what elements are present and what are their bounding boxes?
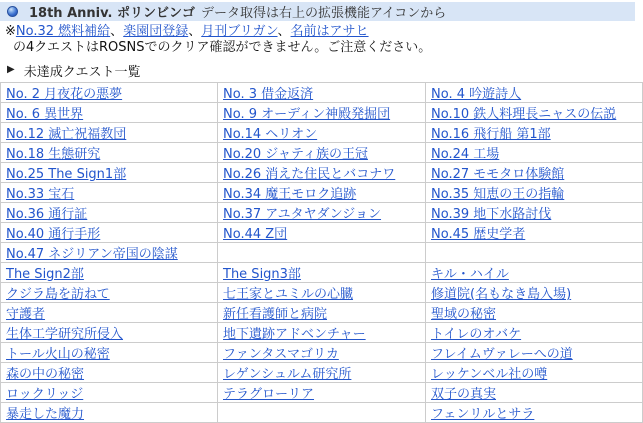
quest-cell: [218, 183, 426, 203]
quest-cell: [1, 163, 218, 183]
quest-link[interactable]: レッケンベル社の噂: [431, 367, 548, 382]
quest-link[interactable]: No. 4 吟遊詩人: [431, 87, 522, 102]
quest-row: [1, 143, 643, 163]
quest-link[interactable]: No.33 宝石: [6, 187, 75, 202]
quest-cell: [1, 123, 218, 143]
quest-link[interactable]: クジラ島を訪ねて: [6, 287, 110, 302]
quest-row: [1, 363, 643, 383]
quest-list-toggle[interactable]: [0, 60, 640, 80]
quest-row: [1, 403, 643, 423]
quest-cell: [426, 183, 643, 203]
quest-link[interactable]: 聖域の秘密: [431, 307, 497, 322]
quest-link[interactable]: No.18 生態研究: [6, 147, 101, 162]
quest-link[interactable]: No.10 鉄人料理長ニャスの伝説: [431, 107, 617, 122]
notice-link[interactable]: No.32 燃料補給: [15, 24, 111, 39]
quest-link[interactable]: ファンタスマゴリカ: [223, 347, 339, 362]
quest-cell: [218, 263, 426, 283]
quest-cell: [426, 403, 643, 423]
quest-cell: [1, 343, 218, 363]
quest-cell: [1, 383, 218, 403]
quest-cell: [426, 123, 643, 143]
quest-link[interactable]: The Sign3部: [223, 267, 301, 282]
quest-cell-empty: [218, 243, 426, 263]
quest-row: [1, 243, 643, 263]
quest-cell: [1, 363, 218, 383]
quest-link[interactable]: キル・ハイル: [431, 267, 509, 282]
quest-link[interactable]: No.35 知恵の王の指輪: [431, 187, 565, 202]
quest-cell: [426, 163, 643, 183]
quest-link[interactable]: 七王家とユミルの心臓: [223, 287, 354, 302]
notice-link[interactable]: 月刊ブリガン: [201, 24, 278, 39]
quest-row: [1, 203, 643, 223]
quest-cell-empty: [218, 403, 426, 423]
notice-line2: の4クエストはROSNSでのクリア確認ができません。ご注意ください。: [13, 40, 432, 55]
quest-row: [1, 83, 643, 103]
quest-link[interactable]: No.14 ヘリオン: [223, 127, 318, 142]
collapse-triangle-icon: ▶: [7, 64, 15, 75]
quest-link[interactable]: No.39 地下水路討伐: [431, 207, 552, 222]
quest-link[interactable]: No.34 魔王モロク追跡: [223, 187, 357, 202]
quest-cell: [1, 283, 218, 303]
notice-prefix: ※: [5, 24, 16, 39]
quest-link[interactable]: No. 6 異世界: [6, 107, 84, 122]
quest-link[interactable]: No.40 通行手形: [6, 227, 101, 242]
quest-row: [1, 123, 643, 143]
quest-link[interactable]: The Sign2部: [6, 267, 84, 282]
quest-row: [1, 303, 643, 323]
quest-cell: [426, 303, 643, 323]
quest-link[interactable]: 地下遺跡アドベンチャー: [223, 327, 366, 342]
quest-link[interactable]: No.24 工場: [431, 147, 500, 162]
quest-cell: [1, 223, 218, 243]
quest-link[interactable]: フレイムヴァレーへの道: [431, 347, 573, 362]
notice-line1: [5, 24, 634, 40]
quest-link[interactable]: No.20 ジャティ族の王冠: [223, 147, 368, 162]
quest-link[interactable]: トイレのオバケ: [431, 327, 522, 342]
quest-link[interactable]: No. 3 借金返済: [223, 87, 314, 102]
quest-cell: [1, 83, 218, 103]
quest-cell: [426, 323, 643, 343]
quest-cell: [218, 143, 426, 163]
quest-row: [1, 103, 643, 123]
quest-cell: [426, 363, 643, 383]
quest-link[interactable]: 森の中の秘密: [6, 367, 85, 382]
quest-cell: [218, 103, 426, 123]
quest-cell: [218, 283, 426, 303]
quest-link[interactable]: 生体工学研究所侵入: [6, 327, 124, 342]
quest-cell: [426, 203, 643, 223]
quest-link[interactable]: No. 2 月夜花の悪夢: [6, 87, 123, 102]
quest-table: [0, 82, 643, 423]
quest-cell: [218, 123, 426, 143]
quest-link[interactable]: No.47 ネジリアン帝国の陰謀: [6, 247, 178, 262]
quest-list-label: 未達成クエスト一覧: [23, 64, 141, 80]
quest-row: [1, 283, 643, 303]
app-orb-icon: [7, 6, 18, 17]
quest-link[interactable]: No.26 消えた住民とバコナワ: [223, 167, 396, 182]
quest-cell: [218, 343, 426, 363]
notice-links: No.32 燃料補給、楽園団登録、月刊ブリガン、名前はアサヒ: [15, 24, 369, 39]
quest-link[interactable]: ロックリッジ: [6, 387, 84, 402]
quest-link[interactable]: レゲンシュルム研究所: [223, 367, 352, 382]
quest-row: [1, 183, 643, 203]
quest-link[interactable]: 新任看護師と病院: [223, 307, 328, 322]
quest-link[interactable]: No.36 通行証: [6, 207, 88, 222]
quest-cell: [218, 163, 426, 183]
quest-table-body: [1, 83, 643, 423]
notice: [0, 21, 640, 58]
quest-link[interactable]: No.37 アユタヤダンジョン: [223, 207, 382, 222]
quest-cell: [426, 343, 643, 363]
quest-cell: [1, 263, 218, 283]
quest-link[interactable]: 修道院(名もなき島入場): [431, 287, 572, 302]
page: [0, 2, 640, 422]
quest-cell: [1, 323, 218, 343]
quest-cell: [218, 363, 426, 383]
quest-link[interactable]: フェンリルとサラ: [431, 407, 535, 422]
quest-link[interactable]: 暴走した魔力: [6, 407, 85, 422]
quest-cell: [1, 103, 218, 123]
quest-cell: [1, 143, 218, 163]
page-title: 18th Anniv. ポリンビンゴ: [29, 6, 195, 21]
quest-cell: [426, 223, 643, 243]
quest-link[interactable]: No.25 The Sign1部: [6, 167, 127, 182]
quest-link[interactable]: 守護者: [6, 307, 46, 322]
quest-cell: [1, 183, 218, 203]
quest-row: [1, 323, 643, 343]
quest-cell: [218, 303, 426, 323]
quest-cell: [218, 323, 426, 343]
quest-cell-empty: [426, 243, 643, 263]
quest-cell: [1, 243, 218, 263]
quest-row: [1, 383, 643, 403]
notice-link[interactable]: 名前はアサヒ: [290, 24, 369, 39]
quest-link[interactable]: No.45 歴史学者: [431, 227, 526, 242]
quest-cell: [426, 83, 643, 103]
header-bar: [0, 2, 635, 21]
quest-cell: [218, 83, 426, 103]
quest-cell: [1, 203, 218, 223]
quest-cell: [426, 263, 643, 283]
header-hint: データ取得は右上の拡張機能アイコンから: [201, 6, 447, 21]
quest-row: [1, 163, 643, 183]
quest-link[interactable]: テラグローリア: [223, 387, 315, 402]
notice-link[interactable]: 楽園団登録: [123, 24, 189, 39]
quest-cell: [1, 303, 218, 323]
quest-cell: [218, 203, 426, 223]
quest-link[interactable]: No.27 モモタロ体験館: [431, 167, 565, 182]
quest-cell: [426, 283, 643, 303]
quest-link[interactable]: No.16 飛行船 第1部: [431, 127, 551, 142]
quest-cell: [426, 143, 643, 163]
quest-cell: [218, 223, 426, 243]
quest-link[interactable]: 双子の真実: [431, 387, 497, 402]
quest-link[interactable]: No.44 Z団: [223, 227, 288, 242]
quest-cell: [1, 403, 218, 423]
quest-link[interactable]: トール火山の秘密: [6, 347, 110, 362]
quest-link[interactable]: No. 9 オーディン神殿発掘団: [223, 107, 391, 122]
quest-cell: [426, 383, 643, 403]
quest-row: [1, 263, 643, 283]
quest-cell: [426, 103, 643, 123]
quest-row: [1, 343, 643, 363]
quest-cell: [218, 383, 426, 403]
quest-row: [1, 223, 643, 243]
quest-link[interactable]: No.12 滅亡祝福教団: [6, 127, 127, 142]
